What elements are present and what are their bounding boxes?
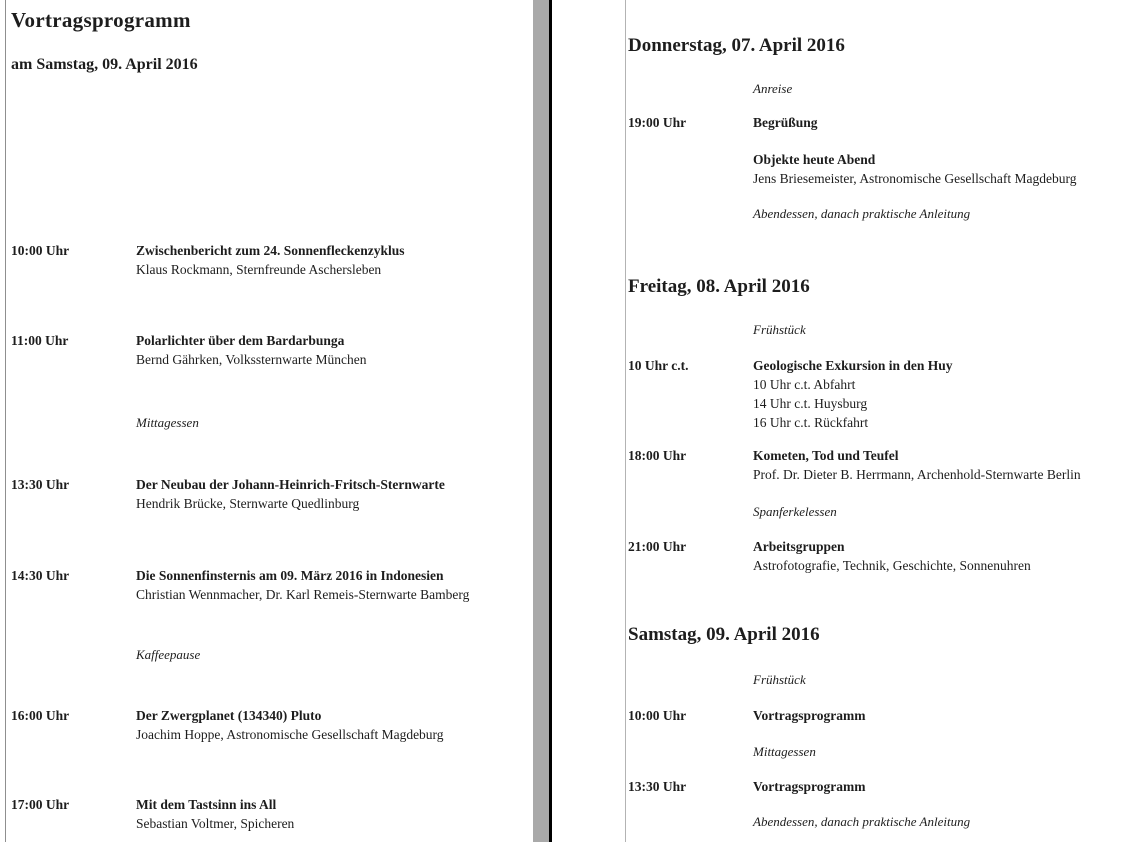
entry-title: Vortragsprogramm [753,779,866,794]
entry-time: 19:00 Uhr [628,115,687,130]
meal-entry [628,742,1122,761]
entry-time: 10 Uhr c.t. [628,358,689,373]
entry-time: 10:00 Uhr [11,243,70,258]
entry-title: Die Sonnenfinsternis am 09. März 2016 in Indonesien [136,568,444,583]
page-right [625,0,1122,842]
meal-note: Frühstück [753,322,806,337]
entry-title: Polarlichter über dem Bardarbunga [136,333,345,348]
entry-title: Der Zwergplanet (134340) Pluto [136,708,322,723]
entry-title: Arbeitsgruppen [753,539,845,554]
entry-title: Begrüßung [753,115,818,130]
entry-speaker: Jens Briesemeister, Astronomische Gesellschaft Magdeburg [753,171,1077,186]
page-title: Vortragsprogramm [11,8,191,32]
meal-note: Abendessen, danach praktische Anleitung [753,206,971,221]
meal-note: Frühstück [753,672,806,687]
entry-speaker: Joachim Hoppe, Astronomische Gesellschaft Magdeburg [136,727,444,742]
day-heading: Freitag, 08. April 2016 [628,276,810,297]
entry-time: 10:00 Uhr [628,708,687,723]
meal-entry [628,204,1122,223]
entry-title: Mit dem Tastsinn ins All [136,797,277,812]
entry-speaker: Hendrik Brücke, Sternwarte Quedlinburg [136,496,360,511]
entry-detail: 10 Uhr c.t. Abfahrt [753,377,856,392]
program-entry [11,241,534,279]
meal-entry [11,645,534,664]
entry-time: 18:00 Uhr [628,448,687,463]
entry-detail: 14 Uhr c.t. Huysburg [753,396,868,411]
page-divider-line [549,0,552,842]
meal-entry [628,79,1122,98]
program-entry [628,446,1122,484]
program-entry [628,706,1122,725]
entry-time: 13:30 Uhr [11,477,70,492]
program-entry [11,331,534,369]
day-heading: Samstag, 09. April 2016 [628,624,820,645]
entry-time: 11:00 Uhr [11,333,69,348]
entry-title: Zwischenbericht zum 24. Sonnenfleckenzyklus [136,243,405,258]
meal-entry [628,320,1122,339]
program-entry [11,566,534,604]
meal-note: Mittagessen [136,415,199,430]
meal-entry [11,413,534,432]
entry-speaker: Christian Wennmacher, Dr. Karl Remeis-Sternwarte Bamberg [136,587,470,602]
entry-detail: 16 Uhr c.t. Rückfahrt [753,415,869,430]
entry-title: Objekte heute Abend [753,152,876,167]
meal-entry [628,812,1122,831]
entry-title: Geologische Exkursion in den Huy [753,358,953,373]
program-entry [628,113,1122,132]
program-entry [628,777,1122,796]
program-entry [628,150,1122,188]
entry-title: Der Neubau der Johann-Heinrich-Fritsch-Sternwarte [136,477,445,492]
day-heading: Donnerstag, 07. April 2016 [628,35,845,56]
program-entry [11,706,534,744]
page-left [5,0,534,842]
meal-note: Mittagessen [753,744,816,759]
entry-title: Vortragsprogramm [753,708,866,723]
meal-note: Spanferkelessen [753,504,837,519]
program-entry [11,795,534,833]
program-entry [628,356,1122,432]
entry-time: 13:30 Uhr [628,779,687,794]
meal-note: Abendessen, danach praktische Anleitung [753,814,971,829]
entry-speaker: Bernd Gährken, Volkssternwarte München [136,352,367,367]
meal-entry [628,502,1122,521]
entry-time: 21:00 Uhr [628,539,687,554]
page-subtitle: am Samstag, 09. April 2016 [11,56,198,73]
entry-time: 17:00 Uhr [11,797,70,812]
meal-entry [628,670,1122,689]
meal-note: Anreise [753,81,793,96]
entry-title: Kometen, Tod und Teufel [753,448,899,463]
entry-time: 16:00 Uhr [11,708,70,723]
meal-note: Kaffeepause [136,647,201,662]
program-entry [11,475,534,513]
entry-speaker: Prof. Dr. Dieter B. Herrmann, Archenhold-Sternwarte Berlin [753,467,1081,482]
page-edge-shadow [533,0,549,842]
program-entry [628,537,1122,575]
entry-speaker: Astrofotografie, Technik, Geschichte, Sonnenuhren [753,558,1031,573]
entry-speaker: Sebastian Voltmer, Spicheren [136,816,295,831]
entry-speaker: Klaus Rockmann, Sternfreunde Aschersleben [136,262,382,277]
entry-time: 14:30 Uhr [11,568,70,583]
